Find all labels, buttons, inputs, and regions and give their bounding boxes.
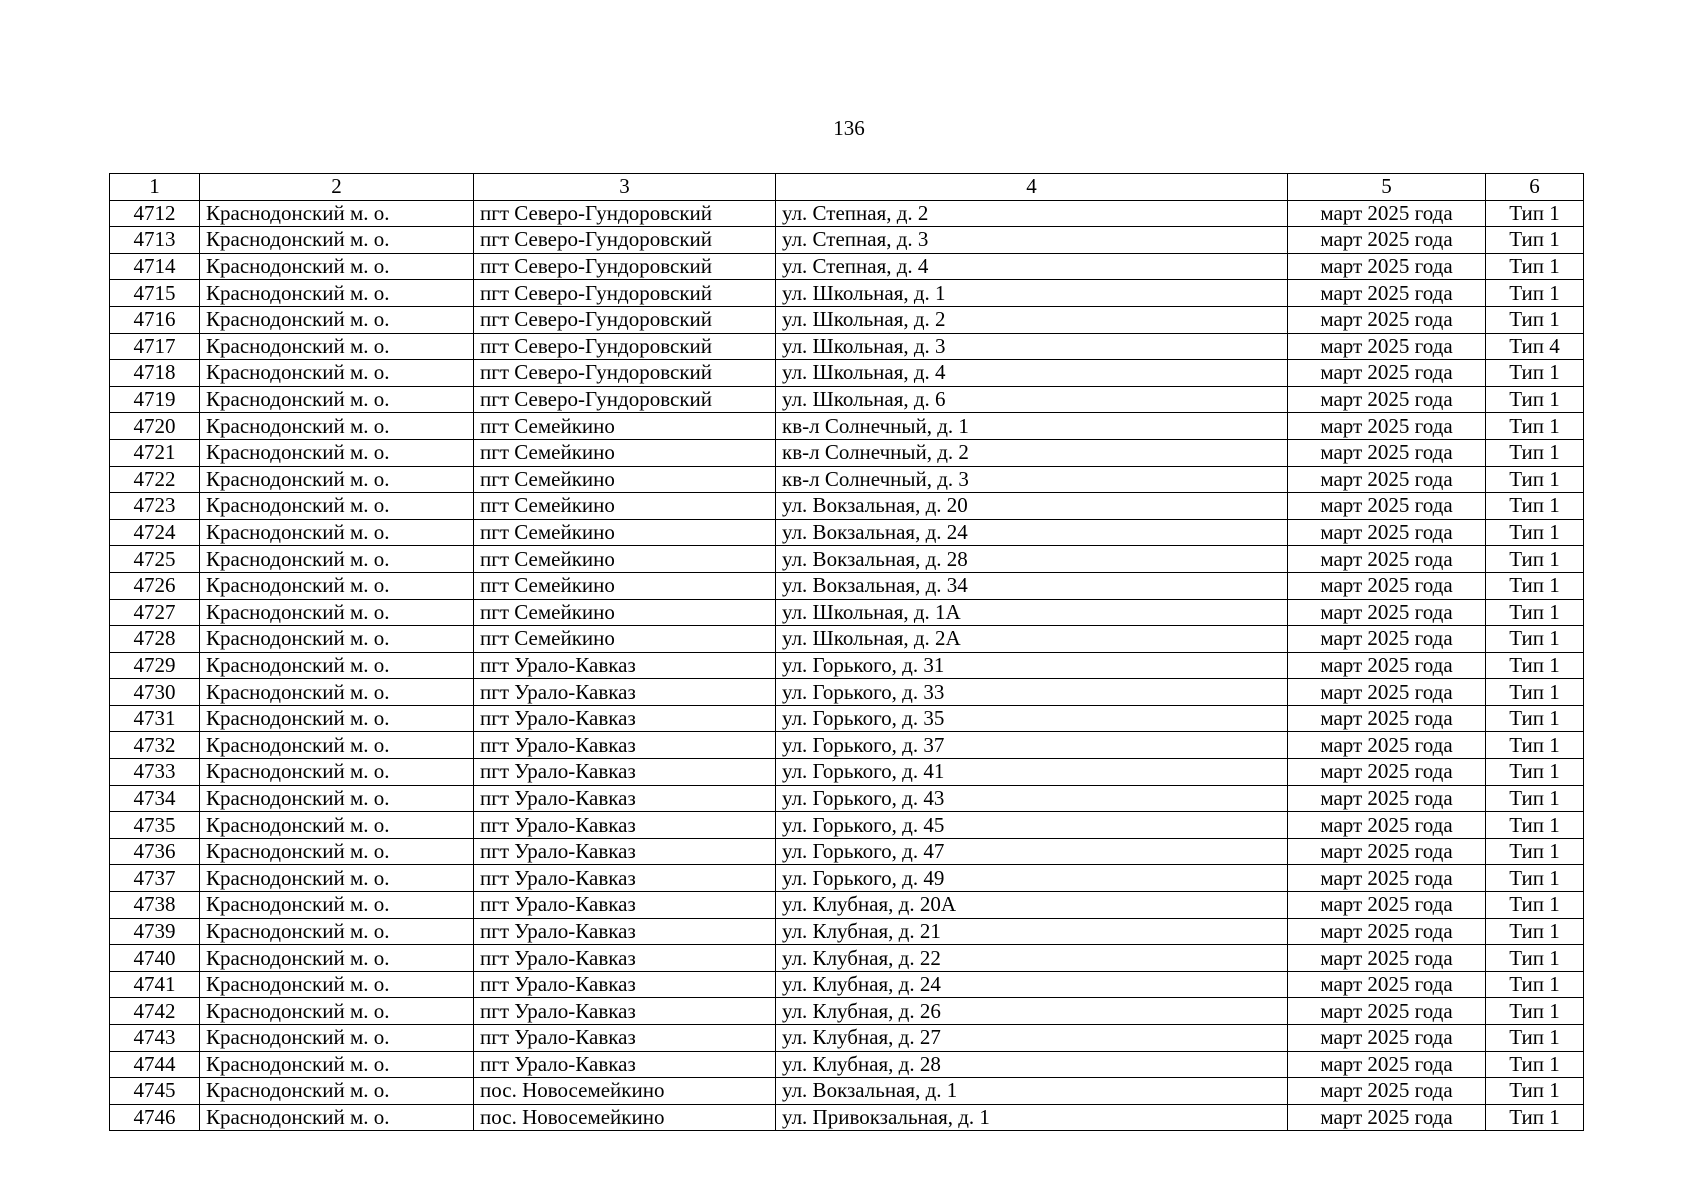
cell-number: 4713 bbox=[110, 227, 200, 254]
table-row bbox=[110, 333, 1584, 360]
table-row bbox=[110, 732, 1584, 759]
cell-district: Краснодонский м. о. bbox=[200, 439, 474, 466]
cell-address: ул. Школьная, д. 1 bbox=[776, 280, 1288, 307]
cell-number: 4728 bbox=[110, 626, 200, 653]
cell-number: 4742 bbox=[110, 998, 200, 1025]
cell-date: март 2025 года bbox=[1288, 466, 1486, 493]
cell-date: март 2025 года bbox=[1288, 333, 1486, 360]
cell-date: март 2025 года bbox=[1288, 1025, 1486, 1052]
cell-district: Краснодонский м. о. bbox=[200, 679, 474, 706]
cell-district: Краснодонский м. о. bbox=[200, 785, 474, 812]
cell-type: Тип 1 bbox=[1486, 759, 1584, 786]
table-body bbox=[110, 200, 1584, 1131]
cell-district: Краснодонский м. о. bbox=[200, 626, 474, 653]
cell-district: Краснодонский м. о. bbox=[200, 253, 474, 280]
cell-locality: пгт Урало-Кавказ bbox=[474, 971, 776, 998]
cell-locality: пгт Урало-Кавказ bbox=[474, 838, 776, 865]
cell-number: 4715 bbox=[110, 280, 200, 307]
cell-type: Тип 1 bbox=[1486, 386, 1584, 413]
cell-date: март 2025 года bbox=[1288, 439, 1486, 466]
table-row bbox=[110, 971, 1584, 998]
cell-address: ул. Горького, д. 43 bbox=[776, 785, 1288, 812]
cell-address: ул. Клубная, д. 21 bbox=[776, 918, 1288, 945]
cell-date: март 2025 года bbox=[1288, 652, 1486, 679]
cell-district: Краснодонский м. о. bbox=[200, 1025, 474, 1052]
cell-number: 4735 bbox=[110, 812, 200, 839]
cell-address: кв-л Солнечный, д. 2 bbox=[776, 439, 1288, 466]
cell-date: март 2025 года bbox=[1288, 280, 1486, 307]
cell-type: Тип 1 bbox=[1486, 626, 1584, 653]
table-row bbox=[110, 1078, 1584, 1105]
cell-number: 4720 bbox=[110, 413, 200, 440]
cell-locality: пгт Урало-Кавказ bbox=[474, 652, 776, 679]
cell-address: ул. Клубная, д. 28 bbox=[776, 1051, 1288, 1078]
cell-type: Тип 1 bbox=[1486, 493, 1584, 520]
table-row bbox=[110, 599, 1584, 626]
cell-type: Тип 1 bbox=[1486, 812, 1584, 839]
cell-locality: пгт Семейкино bbox=[474, 413, 776, 440]
cell-type: Тип 1 bbox=[1486, 360, 1584, 387]
cell-locality: пгт Северо-Гундоровский bbox=[474, 227, 776, 254]
cell-number: 4717 bbox=[110, 333, 200, 360]
table-row bbox=[110, 439, 1584, 466]
cell-district: Краснодонский м. о. bbox=[200, 705, 474, 732]
cell-type: Тип 1 bbox=[1486, 200, 1584, 227]
table-row bbox=[110, 253, 1584, 280]
table-row bbox=[110, 546, 1584, 573]
cell-address: ул. Вокзальная, д. 20 bbox=[776, 493, 1288, 520]
cell-locality: пгт Урало-Кавказ bbox=[474, 705, 776, 732]
cell-locality: пгт Северо-Гундоровский bbox=[474, 200, 776, 227]
cell-date: март 2025 года bbox=[1288, 785, 1486, 812]
cell-locality: пгт Северо-Гундоровский bbox=[474, 360, 776, 387]
cell-address: ул. Клубная, д. 22 bbox=[776, 945, 1288, 972]
cell-locality: пгт Семейкино bbox=[474, 626, 776, 653]
cell-type: Тип 1 bbox=[1486, 865, 1584, 892]
cell-date: март 2025 года bbox=[1288, 546, 1486, 573]
cell-type: Тип 1 bbox=[1486, 439, 1584, 466]
cell-date: март 2025 года bbox=[1288, 1078, 1486, 1105]
cell-type: Тип 1 bbox=[1486, 785, 1584, 812]
cell-type: Тип 1 bbox=[1486, 732, 1584, 759]
cell-locality: пгт Семейкино bbox=[474, 572, 776, 599]
cell-district: Краснодонский м. о. bbox=[200, 599, 474, 626]
cell-locality: пгт Урало-Кавказ bbox=[474, 998, 776, 1025]
cell-district: Краснодонский м. о. bbox=[200, 732, 474, 759]
cell-locality: пгт Урало-Кавказ bbox=[474, 679, 776, 706]
cell-district: Краснодонский м. о. bbox=[200, 200, 474, 227]
cell-locality: пгт Урало-Кавказ bbox=[474, 865, 776, 892]
cell-date: март 2025 года bbox=[1288, 732, 1486, 759]
cell-address: ул. Вокзальная, д. 24 bbox=[776, 519, 1288, 546]
cell-address: ул. Горького, д. 35 bbox=[776, 705, 1288, 732]
cell-date: март 2025 года bbox=[1288, 865, 1486, 892]
table-row bbox=[110, 386, 1584, 413]
cell-number: 4730 bbox=[110, 679, 200, 706]
register-table bbox=[109, 173, 1584, 1131]
cell-locality: пгт Урало-Кавказ bbox=[474, 1025, 776, 1052]
cell-locality: пгт Семейкино bbox=[474, 599, 776, 626]
cell-district: Краснодонский м. о. bbox=[200, 1104, 474, 1131]
cell-district: Краснодонский м. о. bbox=[200, 759, 474, 786]
column-header-locality: 3 bbox=[474, 174, 776, 201]
cell-address: ул. Клубная, д. 26 bbox=[776, 998, 1288, 1025]
table-row bbox=[110, 785, 1584, 812]
cell-type: Тип 1 bbox=[1486, 892, 1584, 919]
cell-address: ул. Горького, д. 49 bbox=[776, 865, 1288, 892]
cell-date: март 2025 года bbox=[1288, 892, 1486, 919]
table-row bbox=[110, 306, 1584, 333]
cell-locality: пгт Семейкино bbox=[474, 493, 776, 520]
cell-date: март 2025 года bbox=[1288, 1104, 1486, 1131]
cell-date: март 2025 года bbox=[1288, 626, 1486, 653]
cell-date: март 2025 года bbox=[1288, 200, 1486, 227]
table-row bbox=[110, 519, 1584, 546]
cell-district: Краснодонский м. о. bbox=[200, 998, 474, 1025]
cell-address: кв-л Солнечный, д. 3 bbox=[776, 466, 1288, 493]
cell-date: март 2025 года bbox=[1288, 812, 1486, 839]
cell-date: март 2025 года bbox=[1288, 679, 1486, 706]
cell-type: Тип 1 bbox=[1486, 1025, 1584, 1052]
cell-date: март 2025 года bbox=[1288, 998, 1486, 1025]
cell-address: ул. Горького, д. 37 bbox=[776, 732, 1288, 759]
cell-locality: пгт Урало-Кавказ bbox=[474, 892, 776, 919]
cell-address: ул. Горького, д. 33 bbox=[776, 679, 1288, 706]
cell-number: 4733 bbox=[110, 759, 200, 786]
cell-address: ул. Степная, д. 4 bbox=[776, 253, 1288, 280]
table-row bbox=[110, 413, 1584, 440]
cell-type: Тип 1 bbox=[1486, 253, 1584, 280]
cell-type: Тип 1 bbox=[1486, 599, 1584, 626]
cell-date: март 2025 года bbox=[1288, 572, 1486, 599]
cell-number: 4721 bbox=[110, 439, 200, 466]
cell-locality: пгт Урало-Кавказ bbox=[474, 1051, 776, 1078]
cell-number: 4727 bbox=[110, 599, 200, 626]
cell-date: март 2025 года bbox=[1288, 945, 1486, 972]
cell-date: март 2025 года bbox=[1288, 599, 1486, 626]
cell-date: март 2025 года bbox=[1288, 918, 1486, 945]
cell-district: Краснодонский м. о. bbox=[200, 280, 474, 307]
cell-number: 4739 bbox=[110, 918, 200, 945]
cell-district: Краснодонский м. о. bbox=[200, 1051, 474, 1078]
cell-type: Тип 1 bbox=[1486, 546, 1584, 573]
cell-number: 4734 bbox=[110, 785, 200, 812]
header-row bbox=[110, 174, 1584, 201]
cell-locality: пгт Урало-Кавказ bbox=[474, 785, 776, 812]
table-row bbox=[110, 838, 1584, 865]
table-row bbox=[110, 493, 1584, 520]
cell-district: Краснодонский м. о. bbox=[200, 227, 474, 254]
cell-locality: пгт Северо-Гундоровский bbox=[474, 333, 776, 360]
cell-district: Краснодонский м. о. bbox=[200, 838, 474, 865]
cell-number: 4723 bbox=[110, 493, 200, 520]
cell-type: Тип 1 bbox=[1486, 918, 1584, 945]
cell-type: Тип 1 bbox=[1486, 227, 1584, 254]
cell-locality: пгт Урало-Кавказ bbox=[474, 918, 776, 945]
cell-number: 4738 bbox=[110, 892, 200, 919]
cell-date: март 2025 года bbox=[1288, 838, 1486, 865]
cell-locality: пгт Северо-Гундоровский bbox=[474, 280, 776, 307]
cell-number: 4744 bbox=[110, 1051, 200, 1078]
table-row bbox=[110, 626, 1584, 653]
cell-number: 4729 bbox=[110, 652, 200, 679]
column-header-type: 6 bbox=[1486, 174, 1584, 201]
cell-type: Тип 1 bbox=[1486, 838, 1584, 865]
table-row bbox=[110, 200, 1584, 227]
cell-address: ул. Школьная, д. 4 bbox=[776, 360, 1288, 387]
cell-district: Краснодонский м. о. bbox=[200, 892, 474, 919]
table-row bbox=[110, 572, 1584, 599]
cell-number: 4737 bbox=[110, 865, 200, 892]
cell-number: 4731 bbox=[110, 705, 200, 732]
cell-date: март 2025 года bbox=[1288, 306, 1486, 333]
cell-number: 4719 bbox=[110, 386, 200, 413]
cell-number: 4736 bbox=[110, 838, 200, 865]
cell-district: Краснодонский м. о. bbox=[200, 812, 474, 839]
cell-number: 4724 bbox=[110, 519, 200, 546]
cell-address: ул. Клубная, д. 24 bbox=[776, 971, 1288, 998]
cell-date: март 2025 года bbox=[1288, 759, 1486, 786]
cell-address: ул. Школьная, д. 6 bbox=[776, 386, 1288, 413]
cell-number: 4722 bbox=[110, 466, 200, 493]
cell-locality: пгт Урало-Кавказ bbox=[474, 759, 776, 786]
cell-address: ул. Вокзальная, д. 28 bbox=[776, 546, 1288, 573]
table-row bbox=[110, 466, 1584, 493]
cell-locality: пгт Северо-Гундоровский bbox=[474, 253, 776, 280]
cell-district: Краснодонский м. о. bbox=[200, 519, 474, 546]
cell-address: ул. Привокзальная, д. 1 bbox=[776, 1104, 1288, 1131]
cell-address: ул. Клубная, д. 20А bbox=[776, 892, 1288, 919]
cell-number: 4712 bbox=[110, 200, 200, 227]
cell-date: март 2025 года bbox=[1288, 1051, 1486, 1078]
cell-district: Краснодонский м. о. bbox=[200, 493, 474, 520]
table-row bbox=[110, 1051, 1584, 1078]
cell-address: ул. Горького, д. 45 bbox=[776, 812, 1288, 839]
cell-address: ул. Степная, д. 2 bbox=[776, 200, 1288, 227]
cell-date: март 2025 года bbox=[1288, 253, 1486, 280]
cell-address: ул. Школьная, д. 1А bbox=[776, 599, 1288, 626]
cell-district: Краснодонский м. о. bbox=[200, 945, 474, 972]
table-header bbox=[110, 174, 1584, 201]
cell-type: Тип 1 bbox=[1486, 705, 1584, 732]
cell-locality: пгт Урало-Кавказ bbox=[474, 812, 776, 839]
table-row bbox=[110, 998, 1584, 1025]
cell-type: Тип 1 bbox=[1486, 998, 1584, 1025]
table-row bbox=[110, 360, 1584, 387]
cell-type: Тип 1 bbox=[1486, 1104, 1584, 1131]
cell-date: март 2025 года bbox=[1288, 971, 1486, 998]
cell-type: Тип 1 bbox=[1486, 413, 1584, 440]
cell-type: Тип 1 bbox=[1486, 1051, 1584, 1078]
cell-locality: пос. Новосемейкино bbox=[474, 1078, 776, 1105]
cell-type: Тип 1 bbox=[1486, 945, 1584, 972]
table-row bbox=[110, 759, 1584, 786]
column-header-date: 5 bbox=[1288, 174, 1486, 201]
table-row bbox=[110, 679, 1584, 706]
cell-district: Краснодонский м. о. bbox=[200, 865, 474, 892]
cell-number: 4716 bbox=[110, 306, 200, 333]
cell-district: Краснодонский м. о. bbox=[200, 360, 474, 387]
cell-locality: пос. Новосемейкино bbox=[474, 1104, 776, 1131]
cell-address: ул. Горького, д. 31 bbox=[776, 652, 1288, 679]
table-row bbox=[110, 892, 1584, 919]
cell-address: ул. Горького, д. 41 bbox=[776, 759, 1288, 786]
cell-district: Краснодонский м. о. bbox=[200, 1078, 474, 1105]
cell-type: Тип 1 bbox=[1486, 466, 1584, 493]
cell-number: 4714 bbox=[110, 253, 200, 280]
cell-number: 4741 bbox=[110, 971, 200, 998]
cell-district: Краснодонский м. о. bbox=[200, 333, 474, 360]
cell-number: 4718 bbox=[110, 360, 200, 387]
cell-locality: пгт Северо-Гундоровский bbox=[474, 306, 776, 333]
page-number: 136 bbox=[833, 116, 865, 140]
cell-locality: пгт Северо-Гундоровский bbox=[474, 386, 776, 413]
cell-address: ул. Вокзальная, д. 34 bbox=[776, 572, 1288, 599]
cell-type: Тип 1 bbox=[1486, 971, 1584, 998]
table-row bbox=[110, 865, 1584, 892]
cell-locality: пгт Урало-Кавказ bbox=[474, 732, 776, 759]
cell-address: ул. Вокзальная, д. 1 bbox=[776, 1078, 1288, 1105]
cell-district: Краснодонский м. о. bbox=[200, 971, 474, 998]
cell-number: 4746 bbox=[110, 1104, 200, 1131]
cell-number: 4732 bbox=[110, 732, 200, 759]
cell-address: кв-л Солнечный, д. 1 bbox=[776, 413, 1288, 440]
cell-address: ул. Школьная, д. 3 bbox=[776, 333, 1288, 360]
cell-address: ул. Степная, д. 3 bbox=[776, 227, 1288, 254]
cell-date: март 2025 года bbox=[1288, 386, 1486, 413]
cell-locality: пгт Семейкино bbox=[474, 519, 776, 546]
cell-type: Тип 1 bbox=[1486, 306, 1584, 333]
cell-type: Тип 4 bbox=[1486, 333, 1584, 360]
cell-date: март 2025 года bbox=[1288, 413, 1486, 440]
table-row bbox=[110, 918, 1584, 945]
cell-type: Тип 1 bbox=[1486, 519, 1584, 546]
cell-locality: пгт Семейкино bbox=[474, 439, 776, 466]
cell-address: ул. Школьная, д. 2 bbox=[776, 306, 1288, 333]
cell-district: Краснодонский м. о. bbox=[200, 918, 474, 945]
cell-date: март 2025 года bbox=[1288, 519, 1486, 546]
table-row bbox=[110, 280, 1584, 307]
cell-number: 4743 bbox=[110, 1025, 200, 1052]
cell-type: Тип 1 bbox=[1486, 652, 1584, 679]
cell-type: Тип 1 bbox=[1486, 280, 1584, 307]
cell-district: Краснодонский м. о. bbox=[200, 306, 474, 333]
cell-locality: пгт Семейкино bbox=[474, 466, 776, 493]
cell-date: март 2025 года bbox=[1288, 227, 1486, 254]
table-row bbox=[110, 1104, 1584, 1131]
cell-locality: пгт Урало-Кавказ bbox=[474, 945, 776, 972]
cell-address: ул. Клубная, д. 27 bbox=[776, 1025, 1288, 1052]
table-row bbox=[110, 705, 1584, 732]
column-header-address: 4 bbox=[776, 174, 1288, 201]
cell-number: 4740 bbox=[110, 945, 200, 972]
cell-district: Краснодонский м. о. bbox=[200, 386, 474, 413]
cell-address: ул. Горького, д. 47 bbox=[776, 838, 1288, 865]
table-row bbox=[110, 812, 1584, 839]
cell-number: 4725 bbox=[110, 546, 200, 573]
cell-type: Тип 1 bbox=[1486, 572, 1584, 599]
cell-district: Краснодонский м. о. bbox=[200, 466, 474, 493]
column-header-district: 2 bbox=[200, 174, 474, 201]
table-row bbox=[110, 1025, 1584, 1052]
table-row bbox=[110, 227, 1584, 254]
cell-locality: пгт Семейкино bbox=[474, 546, 776, 573]
cell-district: Краснодонский м. о. bbox=[200, 652, 474, 679]
cell-date: март 2025 года bbox=[1288, 360, 1486, 387]
cell-district: Краснодонский м. о. bbox=[200, 546, 474, 573]
table-row bbox=[110, 652, 1584, 679]
cell-number: 4745 bbox=[110, 1078, 200, 1105]
cell-address: ул. Школьная, д. 2А bbox=[776, 626, 1288, 653]
cell-date: март 2025 года bbox=[1288, 705, 1486, 732]
column-header-number: 1 bbox=[110, 174, 200, 201]
cell-type: Тип 1 bbox=[1486, 1078, 1584, 1105]
cell-type: Тип 1 bbox=[1486, 679, 1584, 706]
cell-number: 4726 bbox=[110, 572, 200, 599]
cell-district: Краснодонский м. о. bbox=[200, 413, 474, 440]
cell-date: март 2025 года bbox=[1288, 493, 1486, 520]
cell-district: Краснодонский м. о. bbox=[200, 572, 474, 599]
table-row bbox=[110, 945, 1584, 972]
